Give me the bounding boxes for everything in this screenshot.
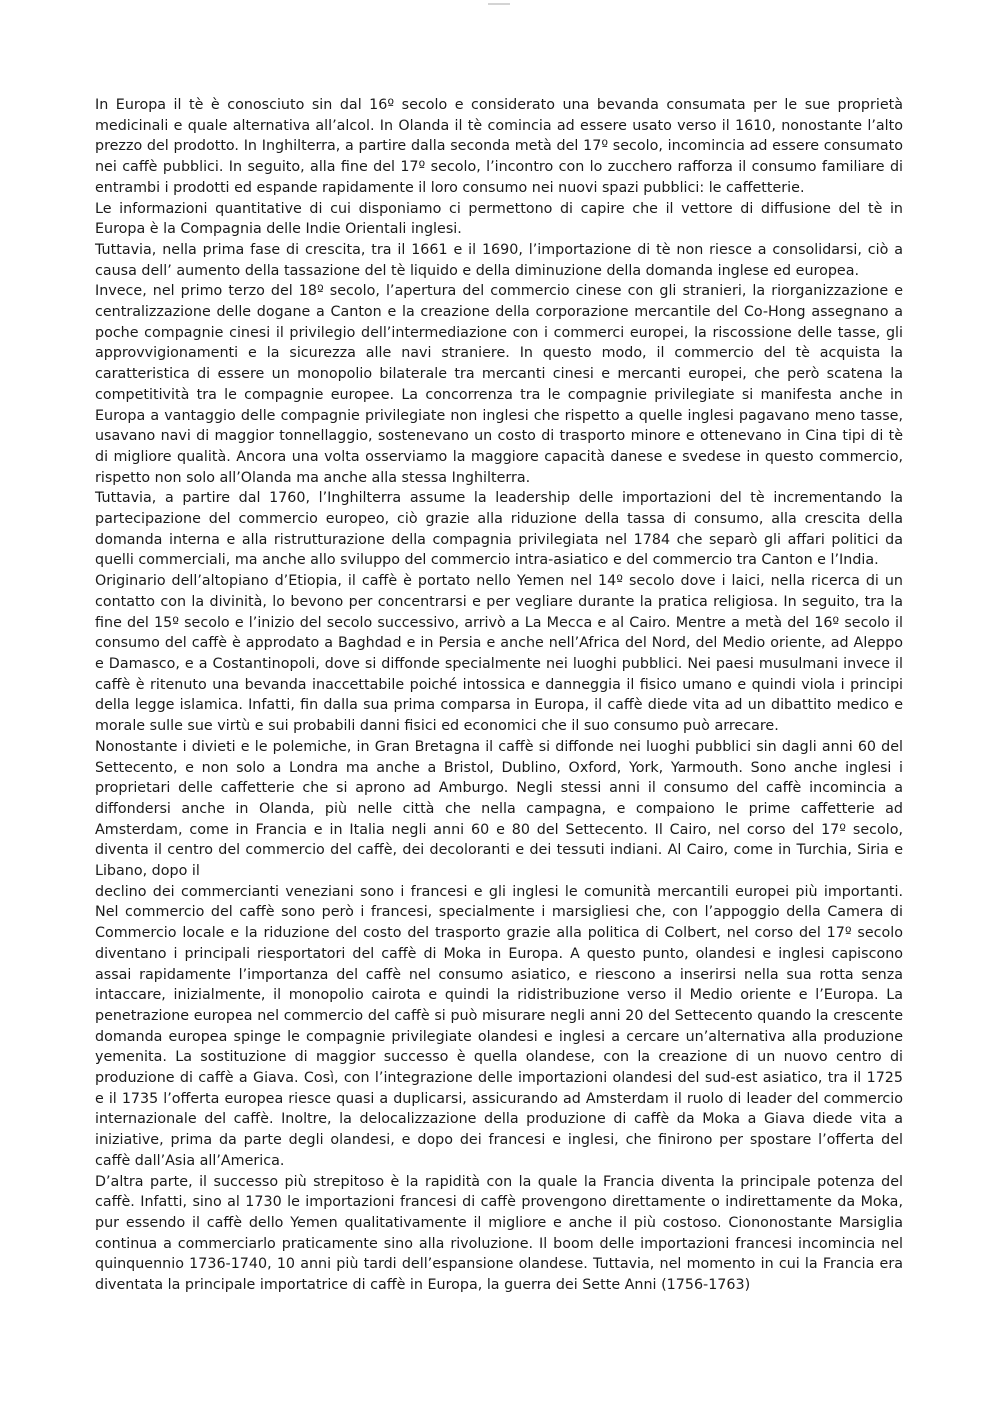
paragraph-coffee-diffusion: Nonostante i divieti e le polemiche, in Gran Bretagna il caffè si diffonde nei luoghi pubblici sin dagli anni 60 del Settecento, e non solo a Londra ma anche a Bristol, Dublino, Oxford, York, Yarmouth. Sono anche inglesi i proprietari delle caffetterie che si aprono ad Amburgo. Negli stessi anni il consumo del caffè incomincia a diffondersi anche in Olanda, più nelle città che nella campagna, e compaiono le prime caffetterie ad Amsterdam, come in Francia e in Italia negli anni 60 e 80 del Settecento. Il Cairo, nel corso del 17º secolo, diventa il centro del commercio del caffè, dei decoloranti e dei tessuti indiani. Al Cairo, come in Turchia, Siria e Libano, dopo il xyxy=(95,738,903,880)
header-mark xyxy=(488,3,510,5)
paragraph-tea-import-1661-1690: Tuttavia, nella prima fase di crescita, tra il 1661 e il 1690, l’importazione di tè non riesce a consolidarsi, ciò a causa dell’ aumento della tassazione del tè liquido e della diminuzione della domanda inglese ed europea. xyxy=(95,241,903,279)
paragraph-coffee-trade: declino dei commercianti veneziani sono i francesi e gli inglesi le comunità mercantili europei più importanti. Nel commercio del caffè sono però i francesi, specialmente i marsigliesi che, con l’appoggio della Camera di Commercio locale e la riduzione del costo del trasporto grazie alla politica di Colbert, nel corso del 17º secolo diventano i principali riesportatori del caffè di Moka in Europa. A questo punto, olandesi e inglesi capiscono assai rapidamente l’importanza del caffè nel consumo asiatico, e riescono a inserirsi nella sua rotta senza intaccare, inizialmente, il monopolio cairota e quindi la ridistribuzione verso il Medio oriente e l’Europa. La penetrazione europea nel commercio del caffè si può misurare negli anni 20 del Settecento quando la crescente domanda europea spinge le compagnie privilegiate olandesi e inglesi a cercare un’alternativa alla produzione yemenita. La sostituzione di maggior successo è quella olandese, con la creazione di un nuovo centro di produzione di caffè a Giava. Così, con l’integrazione delle importazioni olandesi del sud-est asiatico, tra il 1725 e il 1735 l’offerta europea riesce quasi a duplicarsi, assicurando ad Amsterdam il ruolo di leader del commercio internazionale del caffè. Inoltre, la delocalizzazione della produzione di caffè da Moka a Giava diede vita a iniziative, prima da parte degli olandesi, e dopo dei francesi e inglesi, che finirono per spostare l’offerta del caffè dall’Asia all’America. xyxy=(95,883,903,1169)
paragraph-coffee-origins: Originario dell’altopiano d’Etiopia, il caffè è portato nello Yemen nel 14º secolo dove i laici, nella ricerca di un contatto con la divinità, lo bevono per concentrarsi e per vegliare durante la pratica religiosa. In seguito, tra la fine del 15º secolo e l’inizio del secolo successivo, arrivò a La Mecca e al Cairo. Mentre a metà del 16º secolo il consumo del caffè è approdato a Baghdad e in Persia e anche nell’Africa del Nord, del Medio oriente, ad Aleppo e Damasco, e a Costantinopoli, dove si diffonde specialmente nei luoghi pubblici. Nei paesi musulmani invece il caffè è ritenuto una bevanda inaccettabile poiché intossica e danneggia il fisico umano e quindi viola i principi della legge islamica. Infatti, fin dalla sua prima comparsa in Europa, il caffè diede vita ad un dibattito medico e morale sulle sue virtù e sui probabili danni fisici ed economici che il suo consumo può arrecare. xyxy=(95,573,903,735)
paragraph-tea-origins: In Europa il tè è conosciuto sin dal 16º secolo e considerato una bevanda consumata per le sue proprietà medicinali e quale alternativa all’alcol. In Olanda il tè comincia ad essere usato verso il 1610, nonostante l’alto prezzo del prodotto. In Inghilterra, a partire dalla seconda metà del 17º secolo, incomincia ad essere consumato nei caffè pubblici. In seguito, alla fine del 17º secolo, l’incontro con lo zucchero rafforza il consumo familiare di entrambi i prodotti ed espande rapidamente il loro consumo nei nuovi spazi pubblici: le caffetterie. xyxy=(95,97,903,196)
paragraph-england-leadership: Tuttavia, a partire dal 1760, l’Inghilterra assume la leadership delle importazioni del tè incrementando la partecipazione del commercio europeo, ciò grazie alla riduzione della tassa di consumo, alla crescita della domanda interna e alla ristrutturazione della compagnia privilegiata nel 1784 che separò gli affari politici da quelli commerciali, ma anche allo sviluppo del commercio intra-asiatico e del commercio tra Canton e l’India. xyxy=(95,490,903,569)
document-body xyxy=(95,95,903,1296)
paragraph-canton-trade: Invece, nel primo terzo del 18º secolo, l’apertura del commercio cinese con gli stranieri, la riorganizzazione e centralizzazione delle dogane a Canton e la creazione della corporazione mercantile del Co-Hong assegnano a poche compagnie cinesi il privilegio dell’intermediazione con i commerci europei, la riscossione delle tasse, gli approvvigionamenti e la sicurezza alle navi straniere. In questo modo, il commercio del tè acquista la caratteristica di essere un monopolio bilaterale tra mercanti cinesi e mercanti europei, che però scatena la competitività tra le compagnie europee. La concorrenza tra le compagnie privilegiate si manifesta anche in Europa a vantaggio delle compagnie privilegiate non inglesi che rispetto a quelle inglesi pagavano meno tasse, usavano navi di maggior tonnellaggio, sostenevano un costo di trasporto minore e ottenevano in Cina tipi di tè di migliore qualità. Ancora una volta osserviamo la maggiore capacità danese e svedese in questo commercio, rispetto non solo all’Olanda ma anche alla stessa Inghilterra. xyxy=(95,283,903,486)
paragraph-france-coffee: D’altra parte, il successo più strepitoso è la rapidità con la quale la Francia diventa la principale potenza del caffè. Infatti, sino al 1730 le importazioni francesi di caffè provengono direttamente o indirettamente da Moka, pur essendo il caffè dello Yemen qualitativamente il migliore e anche il più costoso. Ciononostante Marsiglia continua a commerciarlo praticamente sino alla rivoluzione. Il boom delle importazioni francesi incomincia nel quinquennio 1736-1740, 10 anni più tardi dell’espansione olandese. Tuttavia, nel momento in cui la Francia era diventata la principale importatrice di caffè in Europa, la guerra dei Sette Anni (1756-1763) xyxy=(95,1173,903,1294)
paragraph-east-india-company: Le informazioni quantitative di cui disponiamo ci permettono di capire che il vettore di diffusione del tè in Europa è la Compagnia delle Indie Orientali inglesi. xyxy=(95,200,903,238)
